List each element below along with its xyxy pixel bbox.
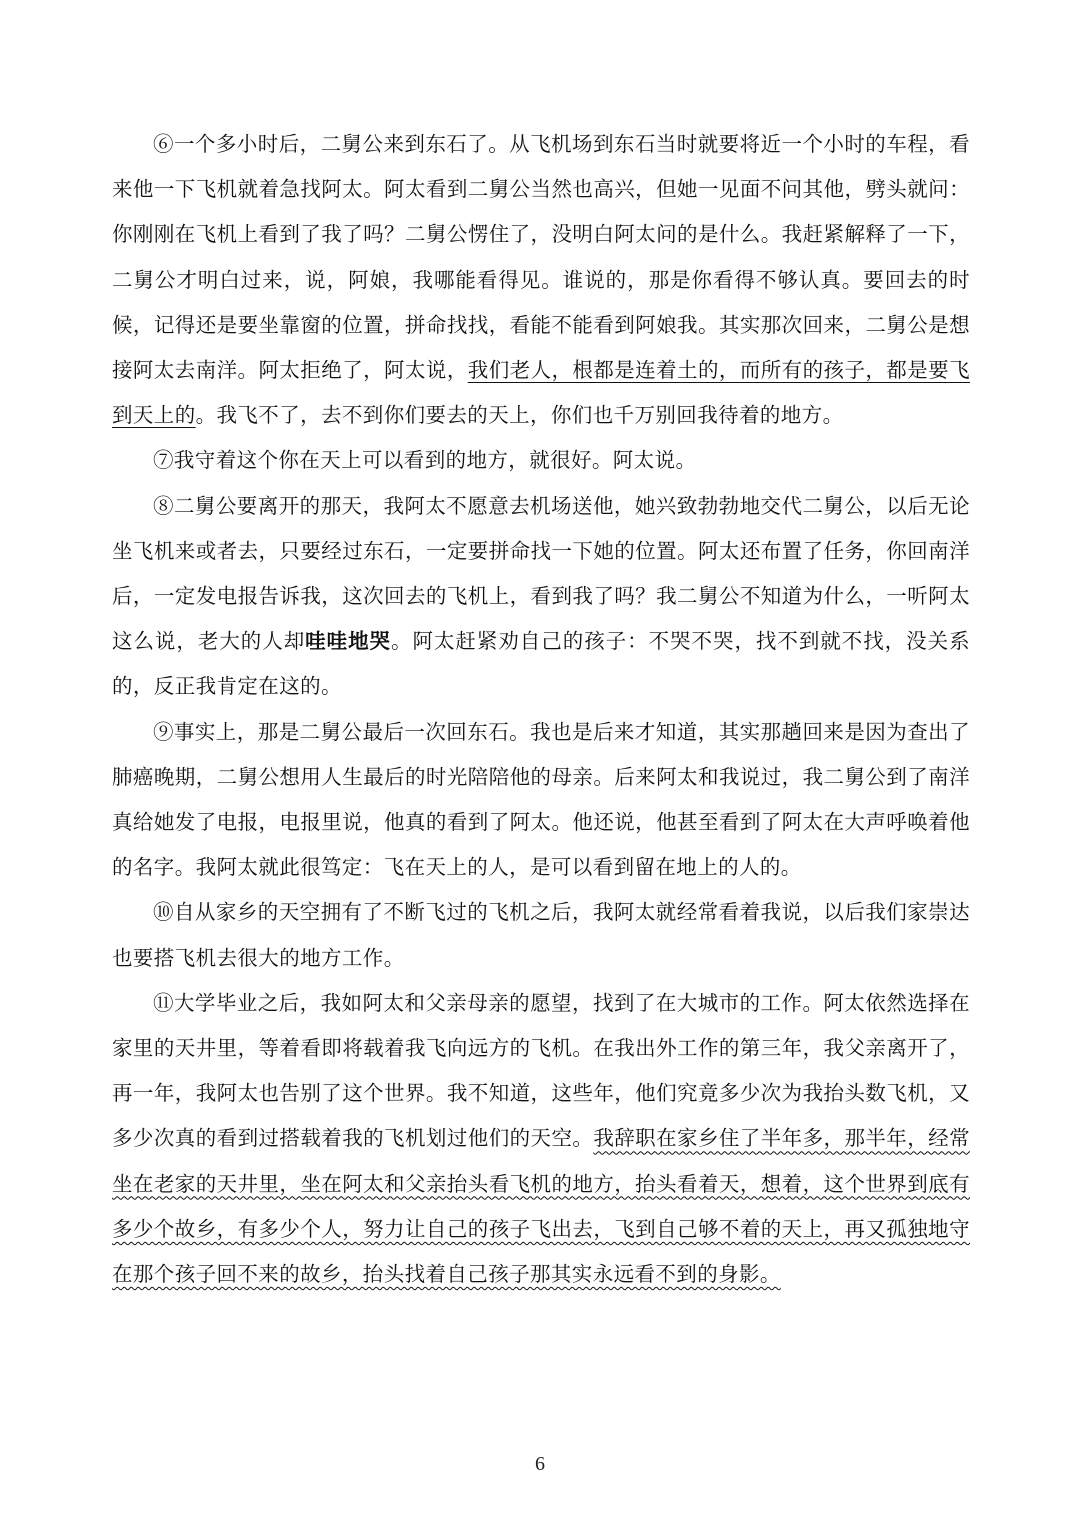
paragraph-8-text-a: ⑧二舅公要离开的那天，我阿太不愿意去机场送他，她兴致勃勃地交代二舅公，以后无论坐飞机来或者去，只要经过东石，一定要拼命找一下她的位置。阿太还布置了任务，你回南洋后，一定发电报告诉我，这次回去的飞机上，看到我了吗？我二舅公不知道为什么，一听阿太这么说，老大的人却 (112, 493, 970, 654)
paragraph-8-text-b: 。阿太赶紧劝自己的孩子：不哭不哭，找不到就不找，没关系的，反正我肯定在这的。 (112, 629, 970, 699)
paragraph-6 (112, 122, 970, 438)
paragraph-6-text-a: ⑥一个多小时后，二舅公来到东石了。从飞机场到东石当时就要将近一个小时的车程，看来他一下飞机就着急找阿太。阿太看到二舅公当然也高兴，但她一见面不问其他，劈头就问：你刚刚在飞机上看到了我了吗？二舅公愣住了，没明白阿太问的是什么。我赶紧解释了一下，二舅公才明白过来，说，阿娘，我哪能看得见。谁说的，那是你看得不够认真。要回去的时候，记得还是要坐靠窗的位置，拼命找找，看能不能看到阿娘我。其实那次回来，二舅公是想接阿太去南洋。阿太拒绝了，阿太说， (112, 132, 970, 383)
paragraph-8-bold-phrase: 哇哇地哭 (305, 629, 392, 654)
paragraph-8 (112, 484, 970, 710)
paragraph-10: ⑩自从家乡的天空拥有了不断飞过的飞机之后，我阿太就经常看着我说，以后我们家崇达也要搭飞机去很大的地方工作。 (112, 900, 970, 970)
paragraph-11 (112, 981, 970, 1297)
page-number: 6 (535, 1453, 545, 1475)
paragraph-6-underlined-sentence: 我们老人，根都是连着土的，而所有的孩子，都是要飞到天上的 (112, 358, 970, 428)
paragraph-6-text-b: 。我飞不了，去不到你们要去的天上，你们也千万别回我待着的地方。 (195, 403, 844, 428)
paragraph-11-text-a: ⑪大学毕业之后，我如阿太和父亲母亲的愿望，找到了在大城市的工作。阿太依然选择在家里的天井里，等着看即将载着我飞向远方的飞机。在我出外工作的第三年，我父亲离开了，再一年，我阿太也告别了这个世界。我不知道，这些年，他们究竟多少次为我抬头数飞机，又多少次真的看到过搭载着我的飞机划过他们的天空。 (112, 990, 970, 1151)
document-page (112, 122, 970, 1297)
paragraph-9: ⑨事实上，那是二舅公最后一次回东石。我也是后来才知道，其实那趟回来是因为查出了肺癌晚期，二舅公想用人生最后的时光陪陪他的母亲。后来阿太和我说过，我二舅公到了南洋真给她发了电报，电报里说，他真的看到了阿太。他还说，他甚至看到了阿太在大声呼唤着他的名字。我阿太就此很笃定：飞在天上的人，是可以看到留在地上的人的。 (112, 719, 970, 880)
paragraph-7: ⑦我守着这个你在天上可以看到的地方，就很好。阿太说。 (153, 448, 697, 473)
paragraph-11-wavy-underlined-passage: 我辞职在家乡住了半年多，那半年，经常坐在老家的天井里，坐在阿太和父亲抬头看飞机的地方，抬头看着天，想着，这个世界到底有多少个故乡，有多少个人，努力让自己的孩子飞出去，飞到自己够不着的天上，再又孤独地守在那个孩子回不来的故乡，抬头找着自己孩子那其实永远看不到的身影。 (112, 1126, 970, 1287)
